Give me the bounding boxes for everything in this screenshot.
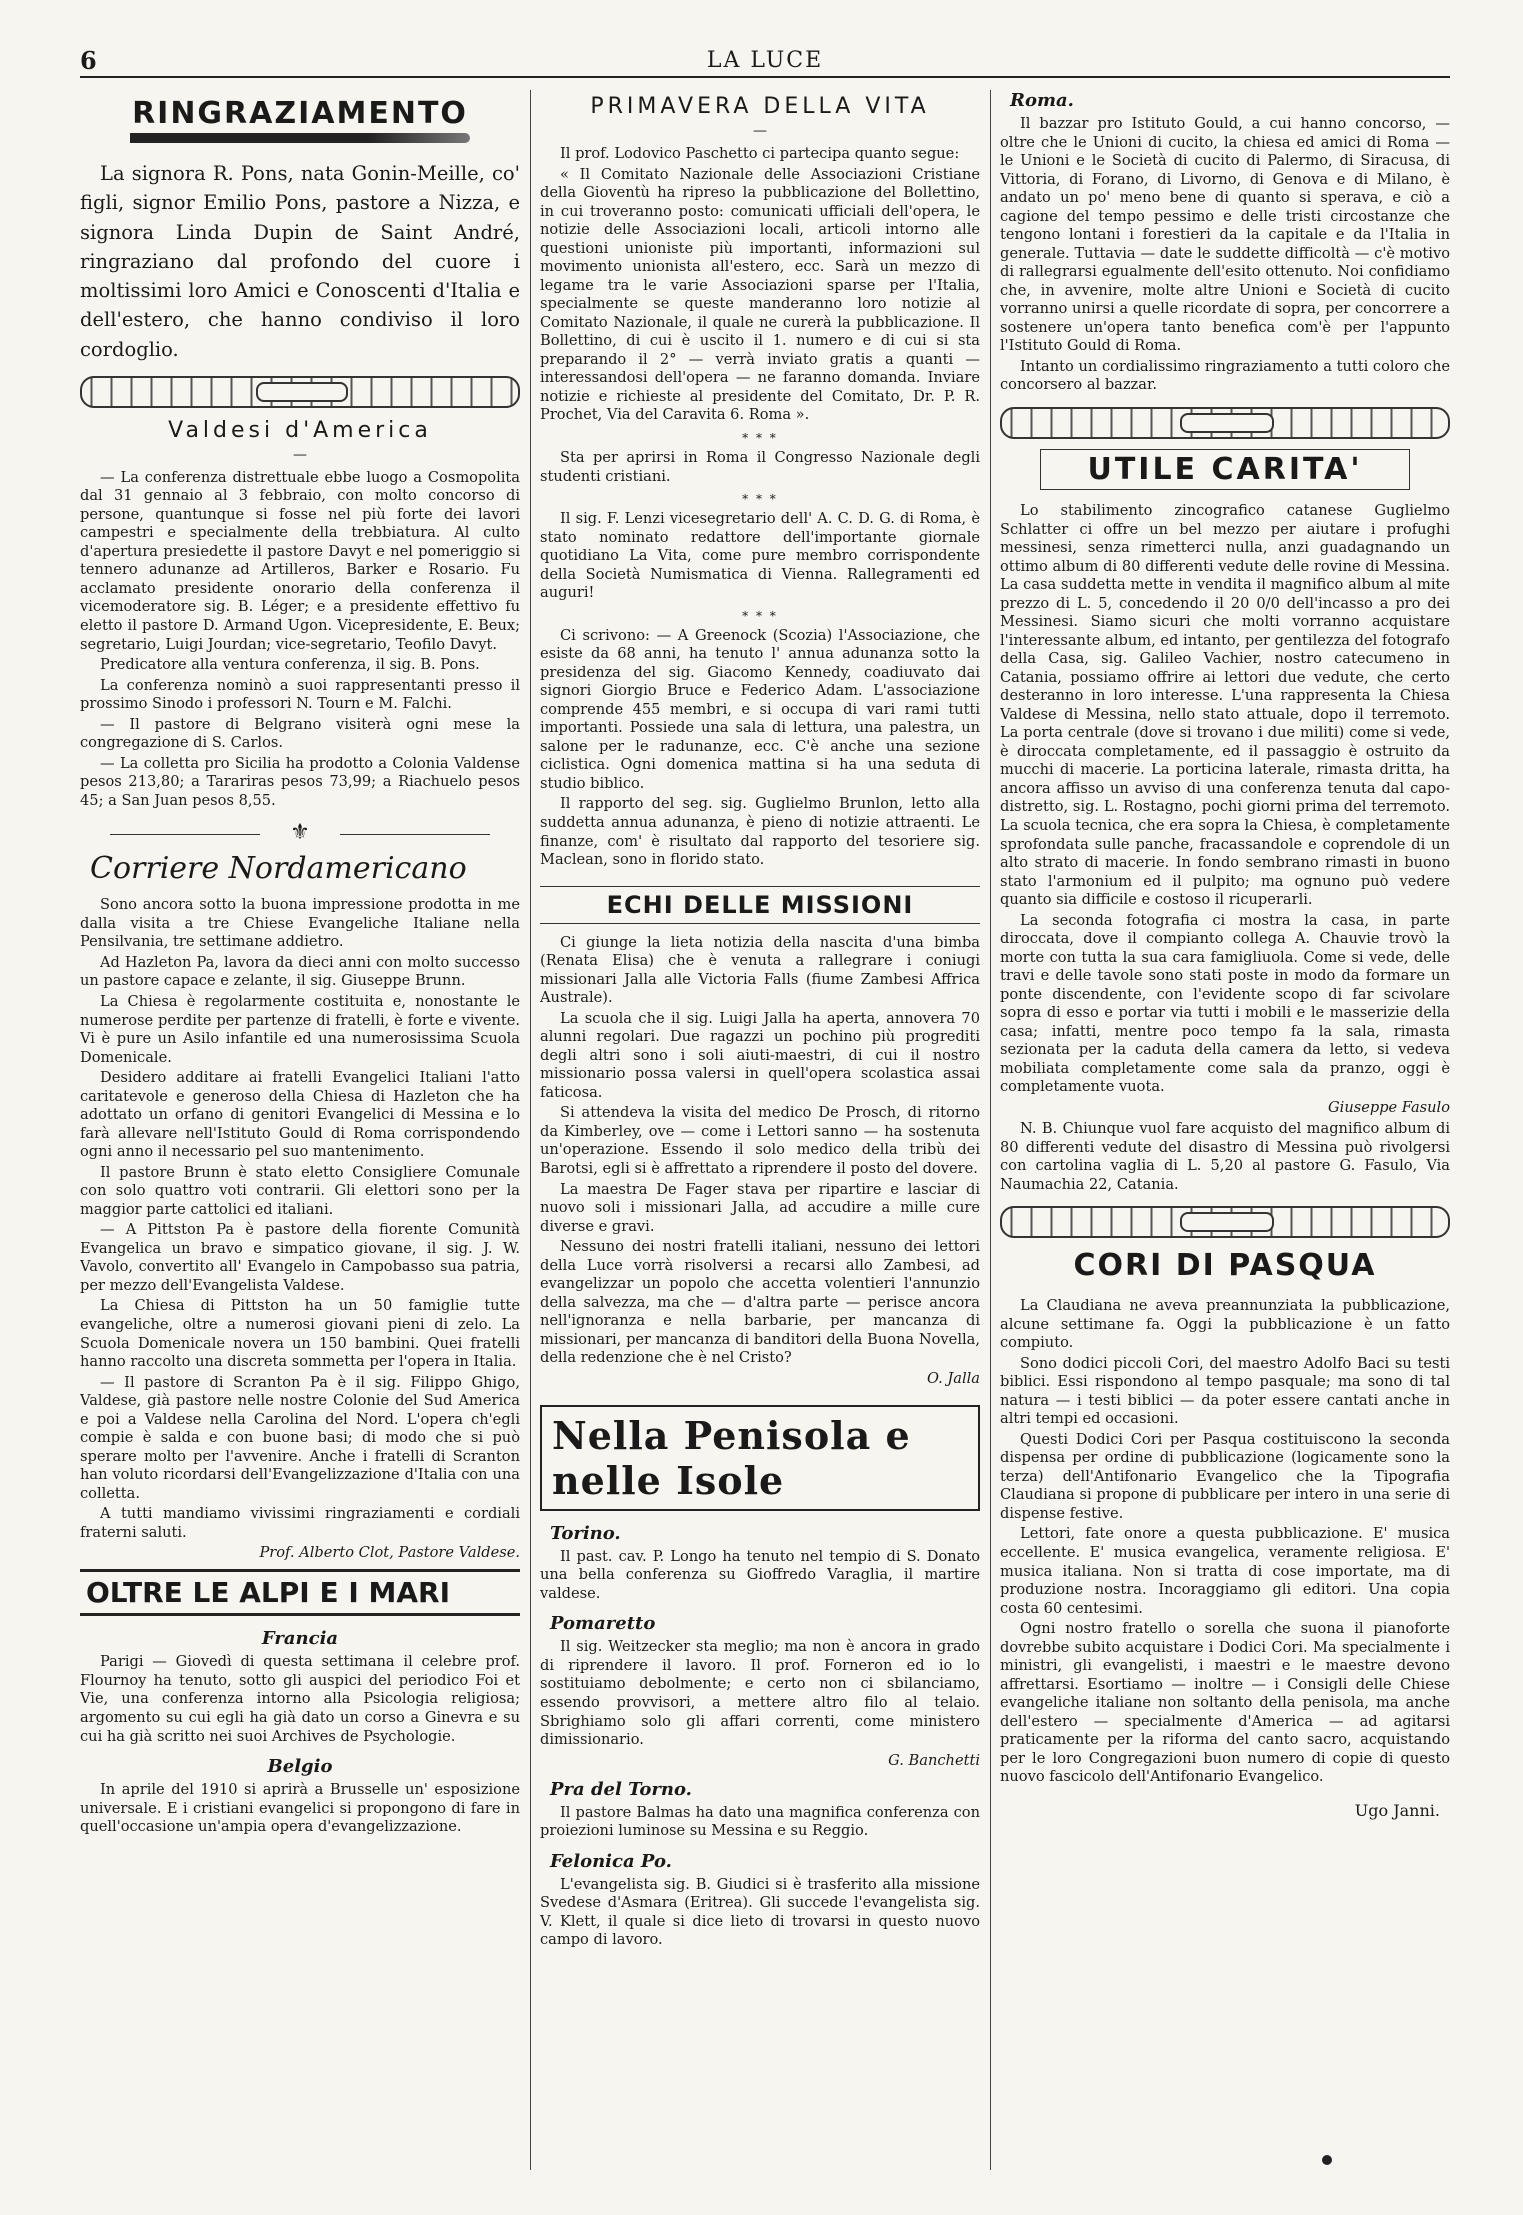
paragraph: Il sig. Weitzecker sta meglio; ma non è ancora in grado di riprendere il lavoro. Il prof. Forneron ed io lo sostituiamo debolmente; e certo non ci sbilanciamo, essendo provvisori, a mettere altro filo al telaio. Sbrighiamo solo gli affari correnti, come ministero dimissionario. — [540, 1638, 980, 1749]
paragraph: Il pastore Balmas ha dato una magnifica conferenza con proiezioni luminose su Messina e su Reggio. — [540, 1803, 980, 1840]
paragraph: Lo stabilimento zincografico catanese Guglielmo Schlatter ci offre un bel mezzo per aiutare i profughi messinesi, senza rimetterci nulla, anzi guadagnando un ottimo album di 80 differenti vedute delle rovine di Messina. La casa suddetta mette in vendita il magnifico album al mite prezzo di L. 5, concedendo il 20 0/0 dell'incasso a pro dei Messinesi. Siamo sicuri che molti vorranno acquistare l'interessante album, ed intanto, per gentilezza del fotografo della Casa, sig. Galileo Vachier, nostro catecumeno in Catania, possiamo offrire ai lettori due vedute, che certo desteranno in loro interesse. L'una rappresenta la Chiesa Valdese di Messina, nello stato attuale, dopo il terremoto. La porta centrale (dove si trovano i due militi) come si vede, è diroccata completamente, ed il passaggio è ostruito da mucchi di macerie. La porticina laterale, rimasta dritta, ha ancora affisso un avviso di una conferenza tenuta dal capo-distretto, sig. L. Rostagno, pochi giorni prima del terremoto. La scuola tecnica, che era sopra la Chiesa, è completamente sprofondata sulle panche, fracassandole e coprendole di un alto strato di macerie. In fondo sembrano rimasti in buono stato l'armonium ed il pulpito; ma ognuno può vedere quanto sia difficile e costoso il ricuperarli. — [1000, 501, 1450, 909]
roma-section — [1000, 90, 1450, 395]
corriere-section — [80, 851, 520, 1561]
echi-title: ECHI DELLE MISSIONI — [540, 886, 980, 924]
cori-section — [1000, 1248, 1450, 1820]
paragraph: L'evangelista sig. B. Giudici si è trasferito alla missione Svedese d'Asmara (Eritrea). Gli succede l'evangelista sig. V. Klett, il quale si dice lieto di trovarsi in questo nuovo campo di lavoro. — [540, 1875, 980, 1949]
corriere-title: Corriere Nordamericano — [90, 851, 467, 887]
paragraph: Si attendeva la visita del medico De Prosch, di ritorno da Kimberley, ove — come i Lettori sanno — ha sostenuta un'operazione. Essendo il solo medico della tribù dei Barotsi, egli si è affrettato a riprendere il posto del dovere. — [540, 1104, 980, 1177]
signature: Ugo Janni. — [1354, 1800, 1440, 1820]
cori-title: CORI DI PASQUA — [1073, 1248, 1377, 1284]
paragraph: — A Pittston Pa è pastore della fiorente Comunità Evangelica un bravo e simpatico giovane, il sig. J. W. Vavolo, convertito all' Evangelo in Campobasso sua patria, per mezzo dell'Evangelista Valdese. — [80, 1221, 520, 1294]
paragraph: — Il pastore di Belgrano visiterà ogni mese la congregazione di S. Carlos. — [80, 715, 520, 752]
paragraph: Sono dodici piccoli Cori, del maestro Adolfo Baci su testi biblici. Essi rispondono al tempo pasquale; ma sono di tal natura — i testi biblici — da poter essere cantati anche in altri tempi ed occasioni. — [1000, 1354, 1450, 1428]
running-header — [80, 46, 1450, 78]
subhead-torino: Torino. — [550, 1522, 621, 1544]
signature: Giuseppe Fasulo — [1328, 1098, 1450, 1116]
paragraph: Intanto un cordialissimo ringraziamento a tutti coloro che concorsero al bazzar. — [1000, 357, 1450, 394]
subhead-felonica: Felonica Po. — [550, 1850, 672, 1872]
subhead-belgio: Belgio — [267, 1756, 333, 1778]
paragraph: Sta per aprirsi in Roma il Congresso Nazionale degli studenti cristiani. — [540, 448, 980, 485]
paragraph: Ad Hazleton Pa, lavora da dieci anni con molto successo un pastore capace e zelante, il sig. Giuseppe Brunn. — [80, 953, 520, 990]
paragraph: In aprile del 1910 si aprirà a Brusselle un' esposizione universale. E i cristiani evangelici si propongono di fare in quell'occasione un'ampia opera d'evangelizzazione. — [80, 1781, 520, 1836]
column-2 — [540, 90, 980, 2170]
paragraph: La seconda fotografia ci mostra la casa, in parte diroccata, dove il compianto collega A. Chauvie trovò la morte con tutta la sua cara famigliuola. Come si vede, delle travi e delle tavole sono stati poste in modo da formare un ponte discendente, con l'evidente scopo di far scivolare sopra di esso e portar via tutti i mobili e le masserizie della casa; infatti, mentre poco tempo fa la sala, rimasta sezionata per la caduta della camera da letto, si vedeva mobiliata completamente come sala da pranzo, oggi è completamente vuota. — [1000, 911, 1450, 1096]
paragraph: « Il Comitato Nazionale delle Associazioni Cristiane della Gioventù ha ripreso la pubblicazione del Bollettino, in cui troveranno posto: comunicati ufficiali dell'opera, le notizie delle Associazioni locali, articoli intorno alle questioni unioniste più importanti, informazioni sul movimento unionista all'estero, ecc. Sarà un mezzo di legame tra le varie Associazioni sparse per l'Italia, specialmente se queste manderanno loro notizie al Comitato Nazionale, il quale ne curerà la pubblicazione. Il Bollettino, di cui è uscito il 1. numero e di cui si sta preparando il 2° — verrà inviato gratis a quanti — interessandosi dell'opera — ne faranno domanda. Inviare notizie e richieste al presidente del Comitato, Dr. P. R. Prochet, Via del Caravita 6. Roma ». — [540, 165, 980, 424]
subhead-pra-del-torno: Pra del Torno. — [550, 1778, 692, 1800]
paragraph: La scuola che il sig. Luigi Jalla ha aperta, annovera 70 alunni regolari. Due ragazzi un pochino più progrediti degli altri sono i soli aiuti-maestri, di cui il nostro missionario possa valersi in quell'opera scolastica assai faticosa. — [540, 1009, 980, 1101]
utile-section — [1000, 449, 1450, 1194]
paragraph: Desidero additare ai fratelli Evangelici Italiani l'atto caritatevole e generoso della Chiesa di Hazleton che ha adottato un orfano di genitori Evangelici di Messina e lo farà allevare nell'Istituto Gould di Roma corrispondendo ogni anno il necessario pel suo mantenimento. — [80, 1069, 520, 1161]
penisola-section — [540, 1405, 980, 1950]
dash-divider: — — [293, 446, 307, 463]
paragraph: Predicatore alla ventura conferenza, il sig. B. Pons. — [100, 656, 480, 674]
paragraph: Il prof. Lodovico Paschetto ci partecipa quanto segue: — [560, 145, 960, 162]
title-underline-bar — [130, 133, 470, 143]
ringraziamento-section — [80, 96, 520, 364]
column-rule — [990, 90, 991, 2170]
primavera-section — [540, 94, 980, 870]
signature: Prof. Alberto Clot, Pastore Valdese. — [259, 1544, 520, 1562]
penisola-title: Nella Penisola e nelle Isole — [540, 1405, 980, 1511]
paragraph: Sono ancora sotto la buona impressione prodotta in me dalla visita a tre Chiese Evangeliche Italiane nella Pensilvania, tre settimane addietro. — [80, 896, 520, 951]
paragraph: Lettori, fate onore a questa pubblicazione. E' musica eccellente. E' musica evangelica, veramente religiosa. E' musica italiana. Non si tratta di cose importate, ma di produzione nostra. Incoraggiamo gli editori. Una copia costa 60 centesimi. — [1000, 1525, 1450, 1617]
asterism-divider: * * * — [742, 430, 778, 445]
paragraph: — Il pastore di Scranton Pa è il sig. Filippo Ghigo, Valdese, già pastore nelle nostre Colonie del Sud America e poi a Valdese nella Carolina del Nord. L'opera ch'egli compie è salda e con buone basi; di modo che si può sperare molto per l'avvenire. Anche i fratelli di Scranton han voluto ricordarsi dell'Evangelizzazione d'Italia con una colletta. — [80, 1373, 520, 1502]
paragraph: Ci scrivono: — A Greenock (Scozia) l'Associazione, che esiste da 68 anni, ha tenuto l' annua adunanza sotto la presidenza del sig. Giacomo Kennedy, coadiuvato dai signori Giorgio Bruce e Federico Adam. L'associazione comprende 455 membri, e si occupa di vari rami tutti importanti. Possiede una sala di lettura, una palestra, un salone per le radunanze, ecc. C'è anche una sezione ciclistica. Ogni domenica mattina si ha una seduta di studio biblico. — [540, 626, 980, 792]
paragraph: N. B. Chiunque vuol fare acquisto del magnifico album di 80 differenti vedute del disastro di Messina può rivolgersi con cartolina vaglia di L. 5,20 al pastore G. Fasulo, Via Naumachia 22, Catania. — [1000, 1119, 1450, 1193]
ink-dot — [1322, 2155, 1332, 2165]
paragraph: La Chiesa è regolarmente costituita e, nonostante le numerose perdite per partenze di fratelli, è forte e vivente. Vi è pure un Asilo infantile ed una numerosissima Scuola Domenicale. — [80, 992, 520, 1066]
dash-divider: — — [753, 123, 767, 139]
paragraph: Il bazzar pro Istituto Gould, a cui hanno concorso, — oltre che le Unioni di cucito, la chiesa ed amici di Roma — le Unioni e le Società di cucito di Palermo, di Siracusa, di Vittoria, di Forano, di Livorno, di Genova e di Milano, è andato un po' meno bene di quanto si sperava, e ciò a cagione del tempo pessimo e delle tristi circostanze che tengono lontani i forestieri da la capitale e da l'Italia in generale. Tuttavia — date le suddette difficoltà — c'è motivo di rallegrarsi egualmente dell'esito ottenuto. Noi confidiamo che, in avvenire, molte altre Unioni e Società di cucito vorranno unirsi a quelle ricordate di sopra, per concorrere a sostenere un'opera tanto benefica com'è per l'appunto l'Istituto Gould di Roma. — [1000, 115, 1450, 355]
paragraph: La conferenza nominò a suoi rappresentanti presso il prossimo Sinodo i professori N. Tourn e M. Falchi. — [80, 676, 520, 713]
paragraph: Il sig. F. Lenzi vicesegretario dell' A. C. D. G. di Roma, è stato nominato redattore dell'importante giornale quotidiano La Vita, come pure membro corrispondente della Società Numismatica di Vienna. Rallegramenti ed auguri! — [540, 510, 980, 602]
paragraph: Il rapporto del seg. sig. Guglielmo Brunlon, letto alla suddetta annua adunanza, è pieno di notizie attraenti. Le finanze, com' è risultato dal rapporto del tesoriere sig. Maclean, sono in florido stato. — [540, 795, 980, 869]
masthead: LA LUCE — [706, 48, 824, 73]
echi-section — [540, 886, 980, 1387]
utile-title: UTILE CARITA' — [1040, 449, 1410, 490]
paragraph: Nessuno dei nostri fratelli italiani, nessuno dei lettori della Luce vorrà risolversi a recarsi allo Zambesi, ad evangelizzar un popolo che accetta volentieri l'annunzio della salvezza, ma che — d'altra parte — perisce ancora nell'ignoranza e nella barbarie, per mancanza di missionari, per mancanza di banditori della Buona Novella, della redenzione che è nel Cristo? — [540, 1238, 980, 1367]
column-3 — [1000, 90, 1450, 2170]
oltre-section — [80, 1569, 520, 1836]
asterism-divider: * * * — [742, 492, 778, 507]
signature: O. Jalla — [927, 1369, 980, 1387]
asterism-divider: * * * — [742, 608, 778, 623]
subhead-roma: Roma. — [1010, 90, 1074, 111]
primavera-title: PRIMAVERA DELLA VITA — [590, 94, 930, 119]
paragraph: Ci giunge la lieta notizia della nascita d'una bimba (Renata Elisa) che è venuta a rallegrare i coniugi missionari Jalla alle Victoria Falls (fiume Zambesi Affrica Australe). — [540, 933, 980, 1007]
paragraph: Il past. cav. P. Longo ha tenuto nel tempio di S. Donato una bella conferenza su Gioffredo Varaglia, il martire valdese. — [540, 1547, 980, 1602]
paragraph: Questi Dodici Cori per Pasqua costituiscono la seconda dispensa per ordine di pubblicazione (logicamente sono la terza) dell'Antifonario Evangelico che la Tipografia Claudiana si propone di pubblicare per intero in una serie di dispense festive. — [1000, 1430, 1450, 1522]
fleur-de-lis-icon: ⚜ — [80, 820, 520, 845]
subhead-pomaretto: Pomaretto — [550, 1613, 656, 1635]
signature: G. Banchetti — [888, 1751, 980, 1769]
subhead-francia: Francia — [261, 1628, 339, 1650]
ringraziamento-body: La signora R. Pons, nata Gonin-Meille, co' figli, signor Emilio Pons, pastore a Nizza, e signora Linda Dupin de Saint André, ringraziano dal profondo del cuore i moltissimi loro Amici e Conoscenti d'Italia e dell'estero, che hanno condiviso il loro cordoglio. — [80, 162, 520, 361]
paragraph: — La conferenza distrettuale ebbe luogo a Cosmopolita dal 31 gennaio al 3 febbraio, con molto concorso di persone, quantunque si fosse nel più forte dei lavori campestri e specialmente della trebbiatura. Al culto d'apertura presiedette il pastore Davyt e nel pomeriggio si tennero adunanze ad Artilleros, Barker e Rosario. Fu acclamato presidente onorario della conferenza il vicemoderatore sig. B. Léger; e a presidente effettivo fu eletto il pastore D. Armand Ugon. Vicepresidente, E. Beux; segretario, Luigi Jourdan; vice-segretario, Teofilo Davyt. — [80, 468, 520, 653]
valdesi-title: Valdesi d'America — [168, 417, 432, 443]
valdesi-section — [80, 418, 520, 811]
ringraziamento-title: RINGRAZIAMENTO — [132, 96, 468, 131]
paragraph: — La colletta pro Sicilia ha prodotto a Colonia Valdense pesos 213,80; a Tarariras pesos 73,99; a Riachuelo pesos 45; a San Juan pesos 8,55. — [80, 754, 520, 809]
paragraph: A tutti mandiamo vivissimi ringraziamenti e cordiali fraterni saluti. — [80, 1505, 520, 1541]
paragraph: Ogni nostro fratello o sorella che suona il pianoforte dovrebbe subito acquistare i Dodici Cori. Ma specialmente i ministri, gli evangelisti, i maestri e le maestre devono affrettarsi. Esortiamo — inoltre — i Consigli delle Chiese evangeliche italiane non soltanto della penisola, ma anche dell'estero — specialmente d'America — ad agitarsi praticamente per la riforma del canto sacro, acquistando per le loro Congregazioni buon numero di copie di questo nuovo fascicolo dell'Antifonario Evangelico. — [1000, 1620, 1450, 1786]
column-rule — [530, 90, 531, 2170]
ornamental-divider — [1000, 407, 1450, 439]
ornamental-divider — [80, 376, 520, 408]
paragraph: La Claudiana ne aveva preannunziata la pubblicazione, alcune settimane fa. Oggi la pubblicazione è un fatto compiuto. — [1000, 1297, 1450, 1352]
paragraph: La Chiesa di Pittston ha un 50 famiglie tutte evangeliche, oltre a numerosi giovani pieni di zelo. La Scuola Domenicale novera un 150 bambini. Quei fratelli hanno raccolto una discreta sommetta per l'opera in Italia. — [80, 1297, 520, 1371]
column-1 — [80, 90, 520, 2170]
paragraph: Il pastore Brunn è stato eletto Consigliere Comunale con solo quattro voti contrarii. Gli elettori sono per la maggior parte cattolici ed italiani. — [80, 1163, 520, 1218]
page-number: 6 — [80, 46, 97, 75]
paragraph: La maestra De Fager stava per ripartire e lasciar di nuovo soli i missionari Jalla, ad accudire a mille cure diverse e gravi. — [540, 1180, 980, 1235]
paragraph: Parigi — Giovedì di questa settimana il celebre prof. Flournoy ha tenuto, sotto gli auspici del periodico Foi et Vie, una conferenza intorno alla Psicologia religiosa; argomento su cui egli ha già dato un corso a Ginevra e su cui ha già scritto nei suoi Archives de Psychologie. — [80, 1653, 520, 1745]
oltre-title: OLTRE LE ALPI E I MARI — [80, 1569, 520, 1616]
ornamental-divider — [1000, 1206, 1450, 1238]
